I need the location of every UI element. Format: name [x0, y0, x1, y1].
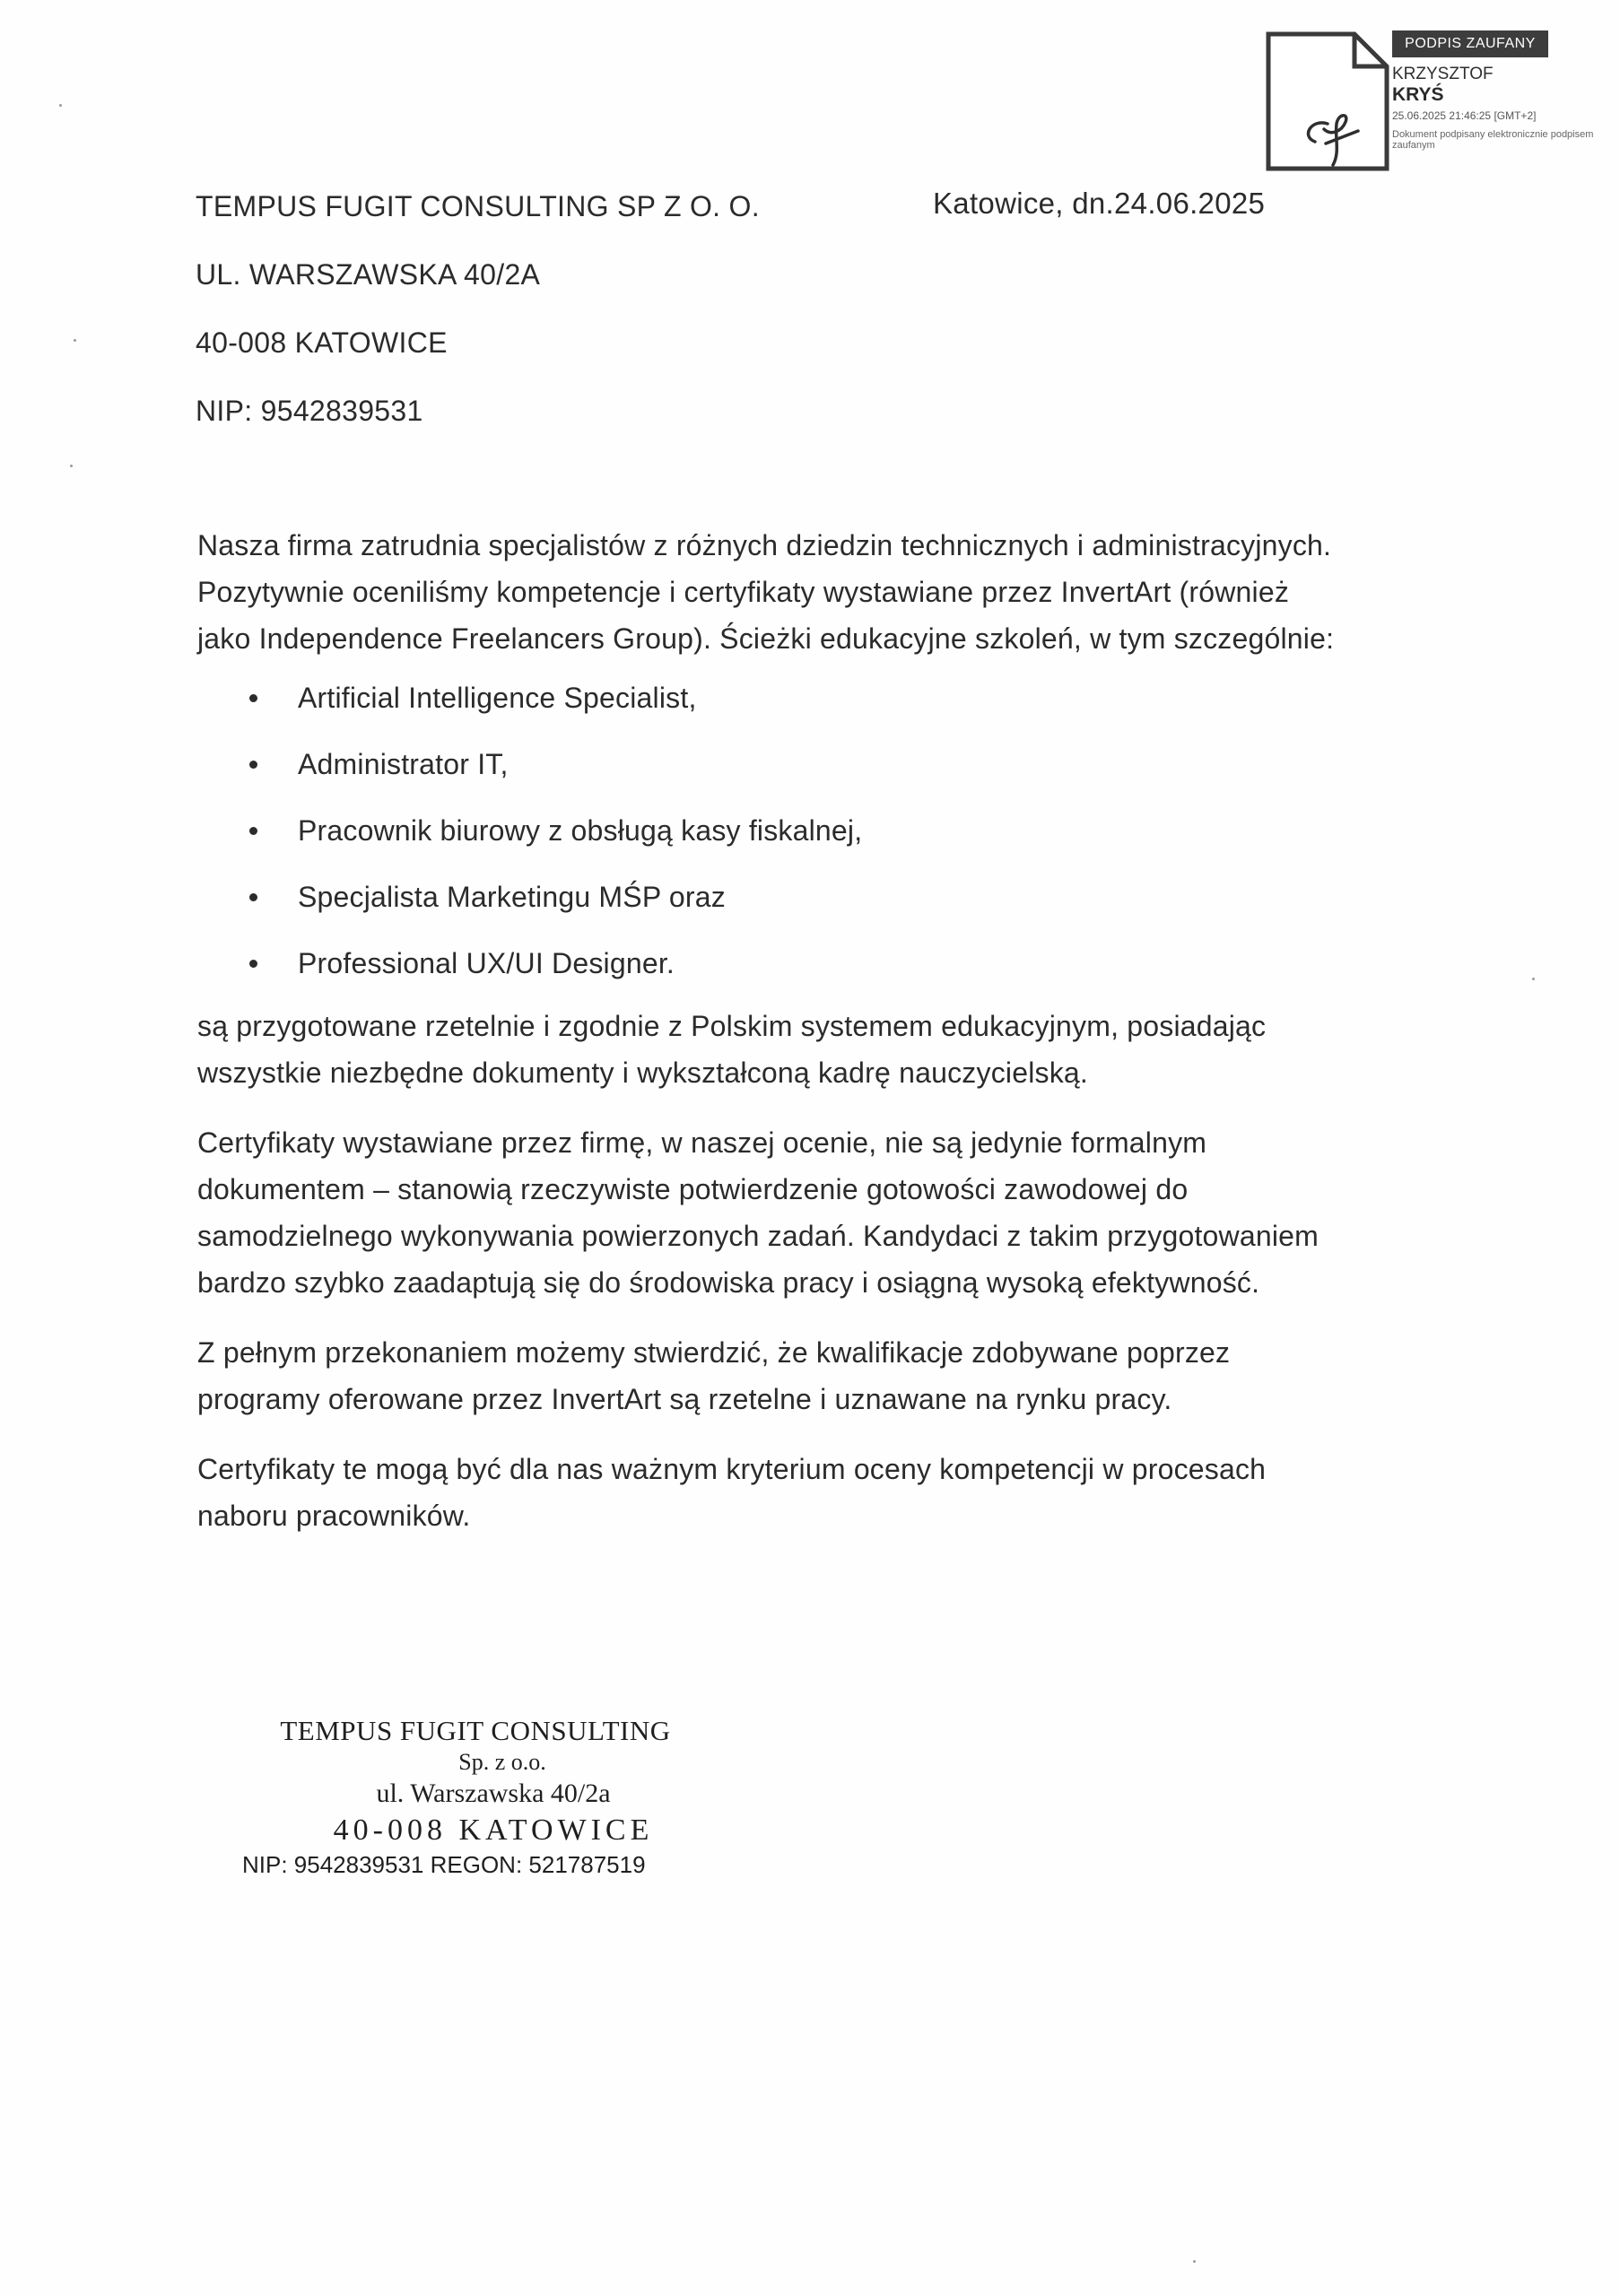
company-header: [196, 188, 760, 461]
bullet-icon: [249, 893, 257, 901]
text-line: naboru pracowników.: [197, 1500, 471, 1532]
stamp-company-name: TEMPUS FUGIT CONSULTING: [280, 1715, 671, 1746]
intro-paragraph: [197, 522, 1471, 662]
scan-speck: [70, 465, 73, 467]
paragraph-education: [197, 1003, 1471, 1096]
signature-badge: PODPIS ZAUFANY: [1392, 30, 1548, 57]
stamp-city: 40-008 KATOWICE: [333, 1813, 654, 1847]
letter-body: [197, 522, 1471, 1539]
paragraph-recruitment: [197, 1446, 1471, 1539]
text-line: jako Independence Freelancers Group). Ścieżki edukacyjne szkoleń, w tym szczególnie:: [197, 622, 1335, 655]
bullet-icon: [249, 960, 257, 968]
bullet-icon: [249, 827, 257, 835]
list-item-label: Pracownik biurowy z obsługą kasy fiskalnej,: [298, 814, 863, 847]
list-item: [197, 874, 1471, 940]
scan-speck: [74, 339, 76, 342]
signed-document-icon: [1265, 30, 1390, 172]
signature-note: Dokument podpisany elektronicznie podpisem zaufanym: [1392, 129, 1594, 151]
paragraph-certificates: [197, 1119, 1471, 1306]
text-line: Pozytywnie oceniliśmy kompetencje i certyfikaty wystawiane przez InvertArt (również: [197, 576, 1290, 608]
company-nip: NIP: 9542839531: [196, 395, 423, 427]
bullet-icon: [249, 761, 257, 769]
text-line: Certyfikaty te mogą być dla nas ważnym kryterium oceny kompetencji w procesach: [197, 1453, 1267, 1485]
stamp-tax-ids: NIP: 9542839531 REGON: 521787519: [242, 1851, 646, 1878]
stamp-legal-form: Sp. z o.o.: [458, 1749, 546, 1775]
text-line: dokumentem – stanowią rzeczywiste potwierdzenie gotowości zawodowej do: [197, 1173, 1189, 1205]
paragraph-qualifications: [197, 1329, 1471, 1422]
stamp-street: ul. Warszawska 40/2a: [376, 1779, 611, 1808]
text-line: są przygotowane rzetelnie i zgodnie z Polskim systemem edukacyjnym, posiadając: [197, 1010, 1267, 1042]
company-name: TEMPUS FUGIT CONSULTING SP Z O. O.: [196, 190, 760, 222]
scan-speck: [1193, 2260, 1196, 2263]
list-item: [197, 741, 1471, 807]
list-item: [197, 940, 1471, 994]
company-city: 40-008 KATOWICE: [196, 326, 448, 359]
text-line: bardzo szybko zaadaptują się do środowiska pracy i osiągną wysoką efektywność.: [197, 1266, 1260, 1299]
text-line: Z pełnym przekonaniem możemy stwierdzić, że kwalifikacje zdobywane poprzez: [197, 1336, 1231, 1369]
text-line: programy oferowane przez InvertArt są rzetelne i uznawane na rynku pracy.: [197, 1383, 1172, 1415]
company-street: UL. WARSZAWSKA 40/2A: [196, 258, 541, 291]
company-stamp: [242, 1713, 709, 1880]
list-item-label: Administrator IT,: [298, 748, 509, 780]
training-paths-list: [197, 674, 1471, 994]
text-line: Certyfikaty wystawiane przez firmę, w naszej ocenie, nie są jedynie formalnym: [197, 1126, 1207, 1159]
scan-speck: [59, 104, 62, 107]
text-line: Nasza firma zatrudnia specjalistów z różnych dziedzin technicznych i administracyjnych.: [197, 529, 1332, 561]
place-date: Katowice, dn.24.06.2025: [933, 187, 1266, 220]
signer-first-name: KRZYSZTOF: [1392, 65, 1494, 83]
list-item-label: Professional UX/UI Designer.: [298, 947, 675, 979]
text-line: wszystkie niezbędne dokumenty i wykształconą kadrę nauczycielską.: [197, 1057, 1089, 1089]
trusted-signature-panel: [1392, 30, 1607, 174]
signature-datetime: 25.06.2025 21:46:25 [GMT+2]: [1392, 109, 1537, 122]
signer-last-name: KRYŚ: [1392, 84, 1444, 105]
bullet-icon: [249, 694, 257, 702]
list-item-label: Artificial Intelligence Specialist,: [298, 682, 697, 714]
list-item-label: Specjalista Marketingu MŚP oraz: [298, 881, 726, 913]
list-item: [197, 807, 1471, 874]
scan-speck: [1532, 978, 1535, 980]
text-line: samodzielnego wykonywania powierzonych zadań. Kandydaci z takim przygotowaniem: [197, 1220, 1320, 1252]
list-item: [197, 674, 1471, 741]
